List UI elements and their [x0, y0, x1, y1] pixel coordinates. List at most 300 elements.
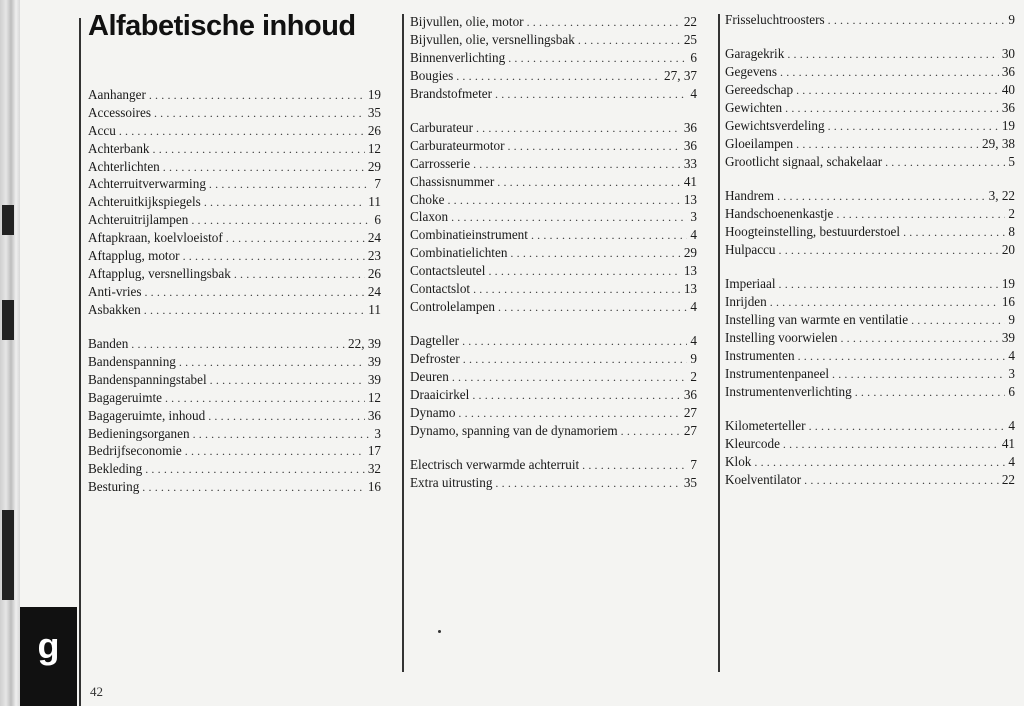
index-entry-name: Binnenverlichting — [410, 49, 506, 65]
dot-leader — [488, 263, 680, 280]
dot-leader — [154, 105, 365, 122]
page-number: 42 — [90, 684, 103, 699]
index-entry-page: 3, 22 — [988, 188, 1015, 204]
index-entry-name: Electrisch verwarmde achterruit — [410, 457, 580, 473]
index-entry — [410, 404, 697, 422]
dot-leader — [527, 14, 681, 31]
index-entry — [410, 155, 697, 173]
index-entry — [725, 11, 1015, 29]
index-entry — [410, 49, 697, 67]
dot-leader — [209, 176, 371, 193]
index-group — [725, 275, 1015, 400]
index-entry-page: 4 — [1008, 347, 1015, 363]
index-entry — [88, 478, 381, 496]
index-entry-page: 6 — [374, 212, 381, 228]
dot-leader — [785, 100, 999, 117]
index-entry-page: 27, 37 — [664, 67, 697, 83]
dot-leader — [911, 312, 1005, 329]
index-entry-name: Bekleding — [88, 461, 143, 477]
index-entry-name: Gewichtsverdeling — [725, 117, 825, 133]
index-entry — [410, 386, 697, 404]
index-entry-page: 26 — [367, 122, 381, 138]
dot-leader — [204, 194, 365, 211]
index-entry-name: Draaicirkel — [410, 386, 470, 402]
index-entry — [88, 140, 381, 158]
index-entry-page: 39 — [367, 371, 381, 387]
index-entry-page: 4 — [690, 85, 697, 101]
index-entry — [410, 332, 697, 350]
index-entry-page: 9 — [1008, 311, 1015, 327]
dot-leader — [458, 405, 680, 422]
index-entry-name: Inrijden — [725, 294, 767, 310]
index-entry — [410, 244, 697, 262]
index-entry-page: 30 — [1001, 46, 1015, 62]
dot-leader — [798, 348, 1006, 365]
dot-leader — [787, 46, 999, 63]
index-entry-name: Defroster — [410, 351, 460, 367]
index-column-3 — [725, 11, 1015, 488]
index-entry-name: Instrumentenverlichting — [725, 383, 852, 399]
index-entry — [725, 365, 1015, 383]
dot-leader — [770, 294, 999, 311]
index-entry-page: 36 — [683, 386, 697, 402]
dot-leader — [828, 12, 1006, 29]
dot-leader — [462, 333, 687, 350]
index-entry-name: Instrumenten — [725, 347, 795, 363]
dot-leader — [456, 68, 661, 85]
dot-leader — [210, 372, 365, 389]
index-entry-page: 20 — [1001, 241, 1015, 257]
index-entry-page: 4 — [690, 227, 697, 243]
index-entry-page: 39 — [1001, 329, 1015, 345]
index-group — [410, 456, 697, 492]
index-entry — [725, 347, 1015, 365]
index-entry-name: Dynamo, spanning van de dynamoriem — [410, 422, 618, 438]
dot-leader — [508, 50, 687, 67]
index-entry — [725, 153, 1015, 171]
index-entry — [410, 85, 697, 103]
index-entry-page: 29, 38 — [982, 135, 1015, 151]
dot-leader — [142, 479, 365, 496]
index-entry-page: 24 — [367, 283, 381, 299]
dot-leader — [476, 120, 681, 137]
dot-leader — [208, 408, 365, 425]
index-entry-page: 41 — [1001, 435, 1015, 451]
dot-leader — [226, 230, 365, 247]
index-entry — [88, 175, 381, 193]
index-entry-page: 4 — [1008, 417, 1015, 433]
index-entry-page: 5 — [1008, 153, 1015, 169]
column-rule — [718, 14, 720, 672]
index-entry-page: 17 — [367, 443, 381, 459]
index-entry-page: 33 — [683, 155, 697, 171]
index-entry-name: Bijvullen, olie, motor — [410, 14, 524, 29]
index-entry-name: Carrosserie — [410, 155, 471, 171]
dot-leader — [832, 366, 1005, 383]
dot-leader — [179, 354, 365, 371]
index-entry-name: Achteruitrijlampen — [88, 212, 189, 228]
index-entry — [88, 353, 381, 371]
index-entry-page: 36 — [683, 119, 697, 135]
page-edge-mark — [2, 510, 14, 600]
dot-leader — [144, 284, 364, 301]
index-entry-name: Aftapplug, versnellingsbak — [88, 265, 231, 281]
index-entry — [725, 417, 1015, 435]
index-entry — [725, 117, 1015, 135]
index-entry-name: Contactsleutel — [410, 263, 486, 279]
index-entry — [88, 247, 381, 265]
index-entry-name: Achterruitverwarming — [88, 176, 206, 192]
dot-leader — [463, 351, 688, 368]
dot-leader — [497, 174, 681, 191]
index-group — [88, 335, 381, 496]
index-entry-name: Aanhanger — [88, 87, 146, 102]
index-entry-page: 22 — [683, 14, 697, 29]
index-entry-page: 19 — [1001, 117, 1015, 133]
index-entry-page: 41 — [683, 173, 697, 189]
index-entry-page: 22 — [1001, 471, 1015, 487]
index-entry-page: 8 — [1008, 223, 1015, 239]
index-entry-page: 40 — [1001, 82, 1015, 98]
index-entry — [410, 280, 697, 298]
index-entry-name: Handschoenenkastje — [725, 206, 834, 222]
index-entry — [410, 191, 697, 209]
index-entry-name: Frisseluchtroosters — [725, 12, 825, 27]
index-entry — [725, 99, 1015, 117]
index-entry — [725, 45, 1015, 63]
index-entry — [410, 208, 697, 226]
dot-leader — [855, 384, 1006, 401]
index-entry-page: 35 — [683, 474, 697, 490]
dot-leader — [507, 138, 680, 155]
index-entry-name: Asbakken — [88, 301, 141, 317]
index-entry — [725, 187, 1015, 205]
index-entry-name: Bandenspanningstabel — [88, 371, 207, 387]
dot-leader — [809, 418, 1006, 435]
index-entry-name: Bagageruimte — [88, 389, 162, 405]
index-entry-page: 22, 39 — [348, 336, 381, 352]
index-entry — [725, 63, 1015, 81]
index-entry-page: 36 — [1001, 64, 1015, 80]
dot-leader — [447, 192, 680, 209]
dot-leader — [472, 387, 681, 404]
index-entry — [410, 31, 697, 49]
dot-leader — [131, 336, 345, 353]
index-group — [410, 119, 697, 316]
index-entry-name: Bagageruimte, inhoud — [88, 407, 206, 423]
index-entry-page: 29 — [367, 158, 381, 174]
dot-leader — [510, 245, 680, 262]
index-entry-name: Accessoires — [88, 104, 151, 120]
index-entry-name: Bijvullen, olie, versnellingsbak — [410, 31, 575, 47]
index-entry-name: Klok — [725, 453, 752, 469]
index-entry — [725, 205, 1015, 223]
index-entry-name: Choke — [410, 191, 445, 207]
index-entry-name: Dagteller — [410, 333, 460, 349]
index-entry-page: 13 — [683, 191, 697, 207]
index-entry — [88, 283, 381, 301]
index-entry-name: Carburateurmotor — [410, 137, 505, 153]
dot-leader — [193, 426, 372, 443]
column-rule — [402, 14, 404, 672]
index-entry — [88, 389, 381, 407]
dot-leader — [804, 472, 999, 489]
index-entry — [88, 104, 381, 122]
index-entry-name: Bougies — [410, 67, 454, 83]
index-entry-name: Achterlichten — [88, 158, 160, 174]
index-entry-name: Instelling voorwielen — [725, 329, 838, 345]
dot-leader — [495, 86, 687, 103]
index-entry — [725, 435, 1015, 453]
dot-leader — [779, 276, 999, 293]
index-entry-name: Imperiaal — [725, 276, 776, 292]
index-group — [725, 11, 1015, 29]
index-entry — [410, 119, 697, 137]
index-entry-page: 36 — [683, 137, 697, 153]
index-entry — [410, 226, 697, 244]
dot-leader — [621, 423, 681, 440]
index-entry-name: Combinatieinstrument — [410, 227, 528, 243]
index-entry — [725, 241, 1015, 259]
dot-leader — [144, 302, 366, 319]
index-entry-name: Bedrijfseconomie — [88, 443, 182, 459]
dot-leader — [777, 188, 986, 205]
index-entry-page: 19 — [1001, 276, 1015, 292]
index-entry — [88, 122, 381, 140]
dot-leader — [145, 461, 365, 478]
index-entry-name: Instrumentenpaneel — [725, 365, 829, 381]
print-speck — [438, 630, 441, 633]
index-entry-page: 16 — [1001, 294, 1015, 310]
index-entry — [725, 293, 1015, 311]
dot-leader — [185, 443, 365, 460]
section-tab — [20, 607, 77, 706]
index-entry — [410, 298, 697, 316]
index-entry-page: 39 — [367, 353, 381, 369]
index-entry-page: 16 — [367, 479, 381, 495]
dot-leader — [119, 123, 365, 140]
dot-leader — [498, 299, 687, 316]
dot-leader — [451, 209, 687, 226]
index-entry-name: Besturing — [88, 479, 140, 495]
index-entry-name: Achterbank — [88, 140, 150, 156]
index-entry-name: Instelling van warmte en ventilatie — [725, 311, 909, 327]
index-entry — [88, 460, 381, 478]
index-entry-name: Carburateur — [410, 119, 473, 135]
index-entry-page: 7 — [690, 457, 697, 473]
index-group — [725, 417, 1015, 489]
index-group — [725, 187, 1015, 259]
index-entry-name: Controlelampen — [410, 298, 495, 314]
index-entry-page: 13 — [683, 280, 697, 296]
index-entry-page: 9 — [1008, 12, 1015, 27]
index-entry-page: 27 — [683, 404, 697, 420]
index-entry-page: 12 — [367, 389, 381, 405]
page-edge-mark — [2, 300, 14, 340]
index-entry — [88, 425, 381, 443]
index-entry-page: 11 — [368, 194, 381, 210]
index-entry-name: Dynamo — [410, 404, 456, 420]
index-entry — [410, 474, 697, 492]
index-entry-name: Gewichten — [725, 100, 783, 116]
index-entry-name: Aftapplug, motor — [88, 248, 180, 264]
index-entry — [410, 67, 697, 85]
index-entry-page: 13 — [683, 263, 697, 279]
index-entry — [88, 86, 381, 104]
index-entry-name: Bandenspanning — [88, 353, 176, 369]
index-entry — [410, 137, 697, 155]
dot-leader — [828, 118, 999, 135]
index-entry — [88, 442, 381, 460]
dot-leader — [165, 390, 365, 407]
index-entry — [725, 135, 1015, 153]
index-entry — [410, 368, 697, 386]
index-entry-page: 23 — [367, 248, 381, 264]
dot-leader — [779, 242, 999, 259]
index-entry-name: Gegevens — [725, 64, 777, 80]
index-entry — [88, 229, 381, 247]
dot-leader — [473, 156, 681, 173]
column-rule — [79, 18, 81, 706]
index-entry — [410, 350, 697, 368]
index-entry — [725, 223, 1015, 241]
index-entry-page: 6 — [1008, 383, 1015, 399]
index-entry-page: 7 — [374, 176, 381, 192]
dot-leader — [531, 227, 687, 244]
page-edge-mark — [2, 205, 14, 235]
index-column-2 — [410, 13, 697, 492]
index-entry — [88, 265, 381, 283]
index-entry-name: Combinatielichten — [410, 245, 508, 261]
dot-leader — [183, 248, 365, 265]
index-entry-name: Banden — [88, 336, 129, 352]
index-entry-name: Kleurcode — [725, 435, 780, 451]
index-entry-name: Handrem — [725, 188, 775, 204]
dot-leader — [149, 87, 365, 104]
index-entry — [88, 301, 381, 319]
dot-leader — [780, 64, 999, 81]
index-entry-page: 9 — [690, 351, 697, 367]
index-entry-page: 3 — [1008, 365, 1015, 381]
index-entry-name: Garagekrik — [725, 46, 785, 62]
index-entry — [88, 407, 381, 425]
index-entry-name: Anti-vries — [88, 283, 142, 299]
index-entry — [88, 335, 381, 353]
index-entry-name: Koelventilator — [725, 471, 802, 487]
index-entry — [88, 371, 381, 389]
dot-leader — [153, 141, 365, 158]
index-entry-page: 2 — [690, 369, 697, 385]
index-entry-page: 12 — [367, 140, 381, 156]
dot-leader — [840, 330, 998, 347]
index-entry-name: Extra uitrusting — [410, 474, 493, 490]
index-entry-name: Hoogteinstelling, bestuurderstoel — [725, 223, 901, 239]
index-entry-name: Brandstofmeter — [410, 85, 493, 101]
index-entry — [725, 471, 1015, 489]
index-entry-page: 11 — [368, 301, 381, 317]
index-entry-name: Chassisnummer — [410, 173, 495, 189]
dot-leader — [163, 159, 365, 176]
index-entry-name: Deuren — [410, 369, 449, 385]
dot-leader — [796, 82, 999, 99]
index-entry — [410, 456, 697, 474]
index-entry — [88, 193, 381, 211]
index-entry-page: 2 — [1008, 206, 1015, 222]
index-entry-page: 6 — [690, 49, 697, 65]
index-entry-page: 29 — [683, 245, 697, 261]
index-entry-page: 3 — [690, 209, 697, 225]
index-entry — [88, 211, 381, 229]
dot-leader — [885, 154, 1005, 171]
index-entry — [725, 383, 1015, 401]
dot-leader — [903, 224, 1005, 241]
index-entry — [725, 329, 1015, 347]
book-edge — [0, 0, 20, 706]
index-entry-page: 27 — [683, 422, 697, 438]
dot-leader — [191, 212, 371, 229]
dot-leader — [473, 281, 681, 298]
dot-leader — [783, 436, 999, 453]
index-entry-page: 26 — [367, 265, 381, 281]
index-group — [725, 45, 1015, 170]
dot-leader — [234, 266, 365, 283]
dot-leader — [796, 136, 979, 153]
index-entry-name: Kilometerteller — [725, 417, 806, 433]
index-group — [410, 13, 697, 102]
dot-leader — [452, 369, 688, 386]
index-entry-name: Contactslot — [410, 280, 471, 296]
index-entry-name: Accu — [88, 122, 116, 138]
index-entry-name: Gloeilampen — [725, 135, 794, 151]
index-entry — [410, 422, 697, 440]
index-entry-page: 3 — [374, 425, 381, 441]
index-entry-name: Claxon — [410, 209, 449, 225]
index-entry-page: 25 — [683, 31, 697, 47]
index-entry — [88, 158, 381, 176]
index-group — [410, 332, 697, 439]
index-entry-name: Grootlicht signaal, schakelaar — [725, 153, 883, 169]
index-entry — [725, 275, 1015, 293]
index-entry — [410, 173, 697, 191]
index-entry-name: Bedieningsorganen — [88, 425, 190, 441]
index-entry-page: 4 — [690, 298, 697, 314]
index-entry-page: 36 — [1001, 100, 1015, 116]
dot-leader — [495, 475, 680, 492]
index-entry-page: 36 — [367, 407, 381, 423]
index-entry-page: 4 — [1008, 453, 1015, 469]
index-entry — [725, 81, 1015, 99]
index-entry-name: Hulpaccu — [725, 241, 776, 257]
index-entry-name: Aftapkraan, koelvloeistof — [88, 230, 223, 246]
dot-leader — [578, 32, 681, 49]
index-entry — [410, 13, 697, 31]
section-tab-letter: g — [37, 625, 60, 666]
index-entry-page: 4 — [690, 333, 697, 349]
page-title: Alfabetische inhoud — [88, 10, 356, 42]
index-entry — [725, 453, 1015, 471]
index-entry-name: Achteruitkijkspiegels — [88, 194, 201, 210]
index-entry-page: 24 — [367, 230, 381, 246]
index-column-1 — [88, 86, 381, 496]
index-entry-page: 32 — [367, 461, 381, 477]
index-entry — [725, 311, 1015, 329]
dot-leader — [754, 454, 1005, 471]
index-entry-name: Gereedschap — [725, 82, 794, 98]
index-group — [88, 86, 381, 319]
dot-leader — [836, 206, 1005, 223]
index-entry — [410, 262, 697, 280]
index-entry-page: 19 — [367, 87, 381, 102]
